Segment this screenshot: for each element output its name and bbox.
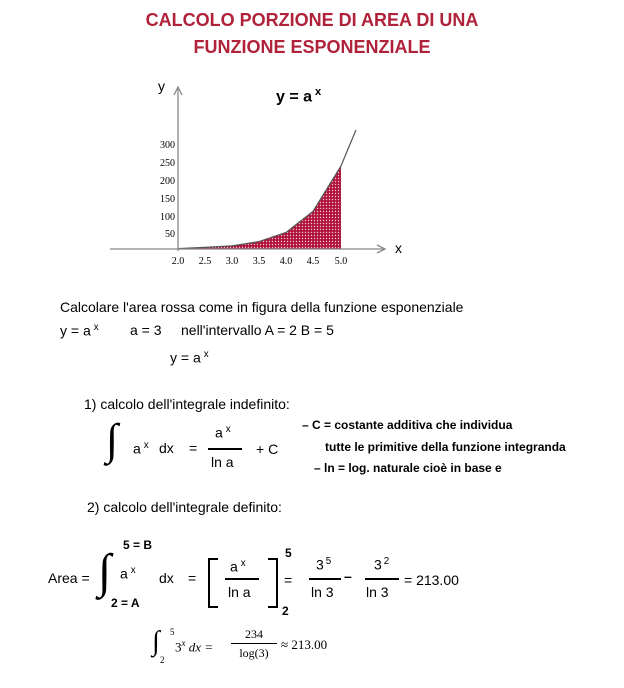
- integral-icon: ∫: [106, 415, 119, 464]
- step1-heading: 1) calcolo dell'integrale indefinito:: [84, 396, 290, 412]
- y-tick: 250: [160, 158, 175, 169]
- step2-denominator: ln a: [228, 584, 251, 600]
- check-numerator: 234: [245, 627, 263, 641]
- y-axis-label: y: [158, 78, 165, 94]
- step1-fraction-bar: [208, 448, 242, 450]
- check-denominator: log(3): [239, 646, 269, 660]
- bracket-lower: 2: [282, 604, 289, 618]
- step2-equals: =: [188, 570, 197, 586]
- function-label: y = a $^x$: [276, 86, 322, 106]
- step2-equals-2: =: [284, 572, 293, 588]
- x-tick: 4.0: [279, 256, 293, 267]
- result: = 213.00: [404, 572, 459, 588]
- y-tick: 100: [160, 212, 175, 223]
- area-label: Area =: [48, 570, 90, 586]
- note-3: – ln = log. naturale cioè in base e: [314, 461, 502, 475]
- right-bracket: [268, 558, 278, 608]
- x-tick: 2.5: [198, 256, 212, 267]
- upper-bound: 5 = B: [123, 538, 153, 552]
- problem-line-1: Calcolare l'area rossa come in figura della funzione esponenziale: [60, 299, 464, 315]
- x-tick: 3.5: [252, 256, 266, 267]
- check-fraction-bar: [231, 643, 277, 644]
- step1-dx: dx: [159, 440, 174, 456]
- step1-denominator: ln a: [211, 454, 234, 470]
- integral-icon: ∫: [98, 545, 112, 598]
- problem-function: y = a $^x$: [60, 322, 99, 339]
- minus-sign: –: [344, 568, 352, 584]
- x-tick: 2.0: [171, 256, 185, 267]
- y-tick: 150: [160, 194, 175, 205]
- note-1: – C = costante additiva che individua: [302, 418, 513, 432]
- problem-interval: nell'intervallo A = 2 B = 5: [181, 322, 334, 338]
- shaded-area: [178, 166, 341, 249]
- exponential-graph: [100, 75, 420, 275]
- x-tick: 4.5: [306, 256, 320, 267]
- step1-integrand: a $^x$: [133, 440, 149, 457]
- step2-dx: dx: [159, 570, 174, 586]
- y-tick: 200: [160, 176, 175, 187]
- term2-fraction-bar: [365, 578, 399, 580]
- check-upper: 5: [170, 627, 175, 637]
- term1-denominator: ln 3: [311, 584, 334, 600]
- check-lower: 2: [160, 655, 165, 665]
- problem-a-value: a = 3: [130, 322, 162, 338]
- left-bracket: [208, 558, 218, 608]
- step1-equals: =: [189, 440, 198, 456]
- y-tick: 50: [165, 229, 175, 240]
- problem-function-2: y = a $^x$: [170, 349, 209, 366]
- step2-heading: 2) calcolo dell'integrale definito:: [87, 499, 282, 515]
- check-approx: ≈ 213.00: [281, 637, 328, 652]
- term2-denominator: ln 3: [366, 584, 389, 600]
- y-tick: 300: [160, 140, 175, 151]
- bracket-upper: 5: [285, 546, 292, 560]
- lower-bound: 2 = A: [111, 596, 140, 610]
- note-2: tutte le primitive della funzione integranda: [325, 440, 566, 454]
- term1-fraction-bar: [309, 578, 341, 580]
- step2-fraction-bar: [225, 578, 259, 580]
- check-integrand: 3$^x$ dx =: [175, 638, 214, 655]
- step1-numerator: a $^x$: [215, 424, 231, 441]
- step1-plus-c: + C: [256, 441, 279, 457]
- step2-numerator: a $^x$: [230, 558, 246, 575]
- term1-numerator: 3 $^5$: [316, 556, 332, 573]
- x-axis-label: x: [395, 240, 402, 256]
- step2-integrand: a $^x$: [120, 565, 136, 582]
- title-line-1: CALCOLO PORZIONE DI AREA DI UNA: [145, 10, 479, 30]
- integral-icon: ∫: [152, 626, 160, 657]
- term2-numerator: 3 $^2$: [374, 556, 390, 573]
- x-tick: 5.0: [334, 256, 348, 267]
- title-line-2: FUNZIONE ESPONENZIALE: [193, 37, 431, 57]
- x-tick: 3.0: [225, 256, 239, 267]
